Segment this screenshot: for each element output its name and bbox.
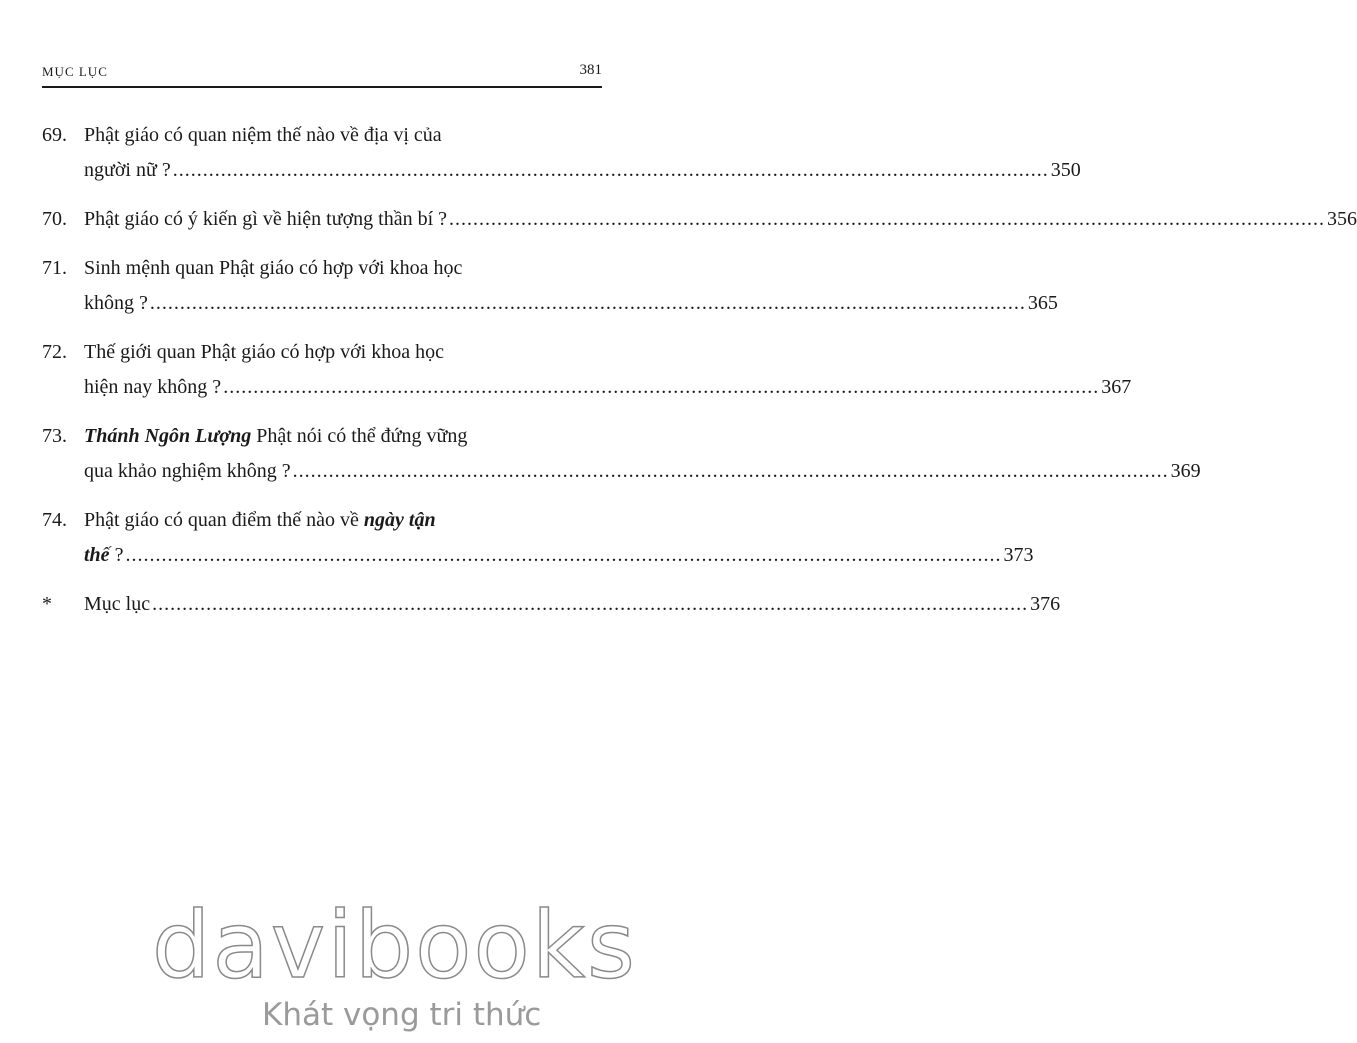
- entry-page: 356: [1327, 208, 1357, 230]
- entry-page: 369: [1170, 460, 1201, 482]
- dot-leader: ..................................................................................................................................................: [152, 593, 1029, 615]
- entry-number: 73.: [42, 425, 67, 447]
- entry-title-emphasis: Thánh Ngôn Lượng: [84, 425, 252, 447]
- entry-title: Thế giới quan Phật giáo có hợp với khoa học: [84, 341, 444, 363]
- dot-leader: ..................................................................................................................................................: [449, 208, 1326, 230]
- toc-entry-73[interactable]: [42, 419, 1201, 489]
- toc-entry-70[interactable]: [42, 202, 1357, 237]
- table-of-contents: [42, 118, 1357, 636]
- entry-number: 69.: [42, 124, 67, 146]
- header-page-number: 381: [579, 62, 602, 78]
- entry-title: Phật giáo có quan điểm thế nào về: [84, 509, 364, 531]
- toc-entry-74[interactable]: [42, 503, 1034, 573]
- watermark-brand: davibooks: [152, 892, 637, 999]
- entry-number: 74.: [42, 509, 67, 531]
- toc-entry-72[interactable]: [42, 335, 1132, 405]
- dot-leader: ..................................................................................................................................................: [149, 292, 1026, 314]
- entry-page: 376: [1030, 593, 1061, 615]
- dot-leader: ..................................................................................................................................................: [172, 159, 1049, 181]
- entry-title-cont: qua khảo nghiệm không ?: [84, 460, 291, 482]
- page-header: [42, 56, 602, 88]
- dot-leader: ..................................................................................................................................................: [223, 376, 1100, 398]
- entry-page: 365: [1027, 292, 1058, 314]
- header-title: MỤC LỤC: [42, 64, 108, 79]
- watermark-tagline: Khát vọng tri thức: [262, 997, 542, 1033]
- entry-title: Phật giáo có quan niệm thế nào về địa vị của: [84, 124, 442, 146]
- dot-leader: ..................................................................................................................................................: [125, 544, 1002, 566]
- entry-title: Phật nói có thể đứng vững: [251, 425, 468, 447]
- entry-title-cont: không ?: [84, 292, 148, 314]
- entry-title-cont: ?: [109, 544, 124, 566]
- entry-marker: *: [42, 593, 52, 615]
- toc-entry-69[interactable]: [42, 118, 1081, 188]
- entry-number: 72.: [42, 341, 67, 363]
- entry-title-emphasis: ngày tận: [363, 509, 436, 531]
- toc-entry-71[interactable]: [42, 251, 1058, 321]
- entry-title-cont: hiện nay không ?: [84, 376, 222, 398]
- entry-number: 70.: [42, 208, 67, 230]
- entry-title: Phật giáo có ý kiến gì về hiện tượng thần bí ?: [84, 208, 448, 230]
- toc-entry-index[interactable]: [42, 587, 1061, 622]
- entry-title: Sinh mệnh quan Phật giáo có hợp với khoa học: [84, 257, 463, 279]
- entry-title-emphasis-cont: thế: [84, 544, 110, 566]
- entry-title-cont: người nữ ?: [84, 159, 171, 181]
- entry-title: Mục lục: [84, 593, 151, 615]
- entry-page: 373: [1003, 544, 1034, 566]
- entry-number: 71.: [42, 257, 67, 279]
- entry-page: 350: [1050, 159, 1081, 181]
- dot-leader: ..................................................................................................................................................: [292, 460, 1169, 482]
- entry-page: 367: [1101, 376, 1132, 398]
